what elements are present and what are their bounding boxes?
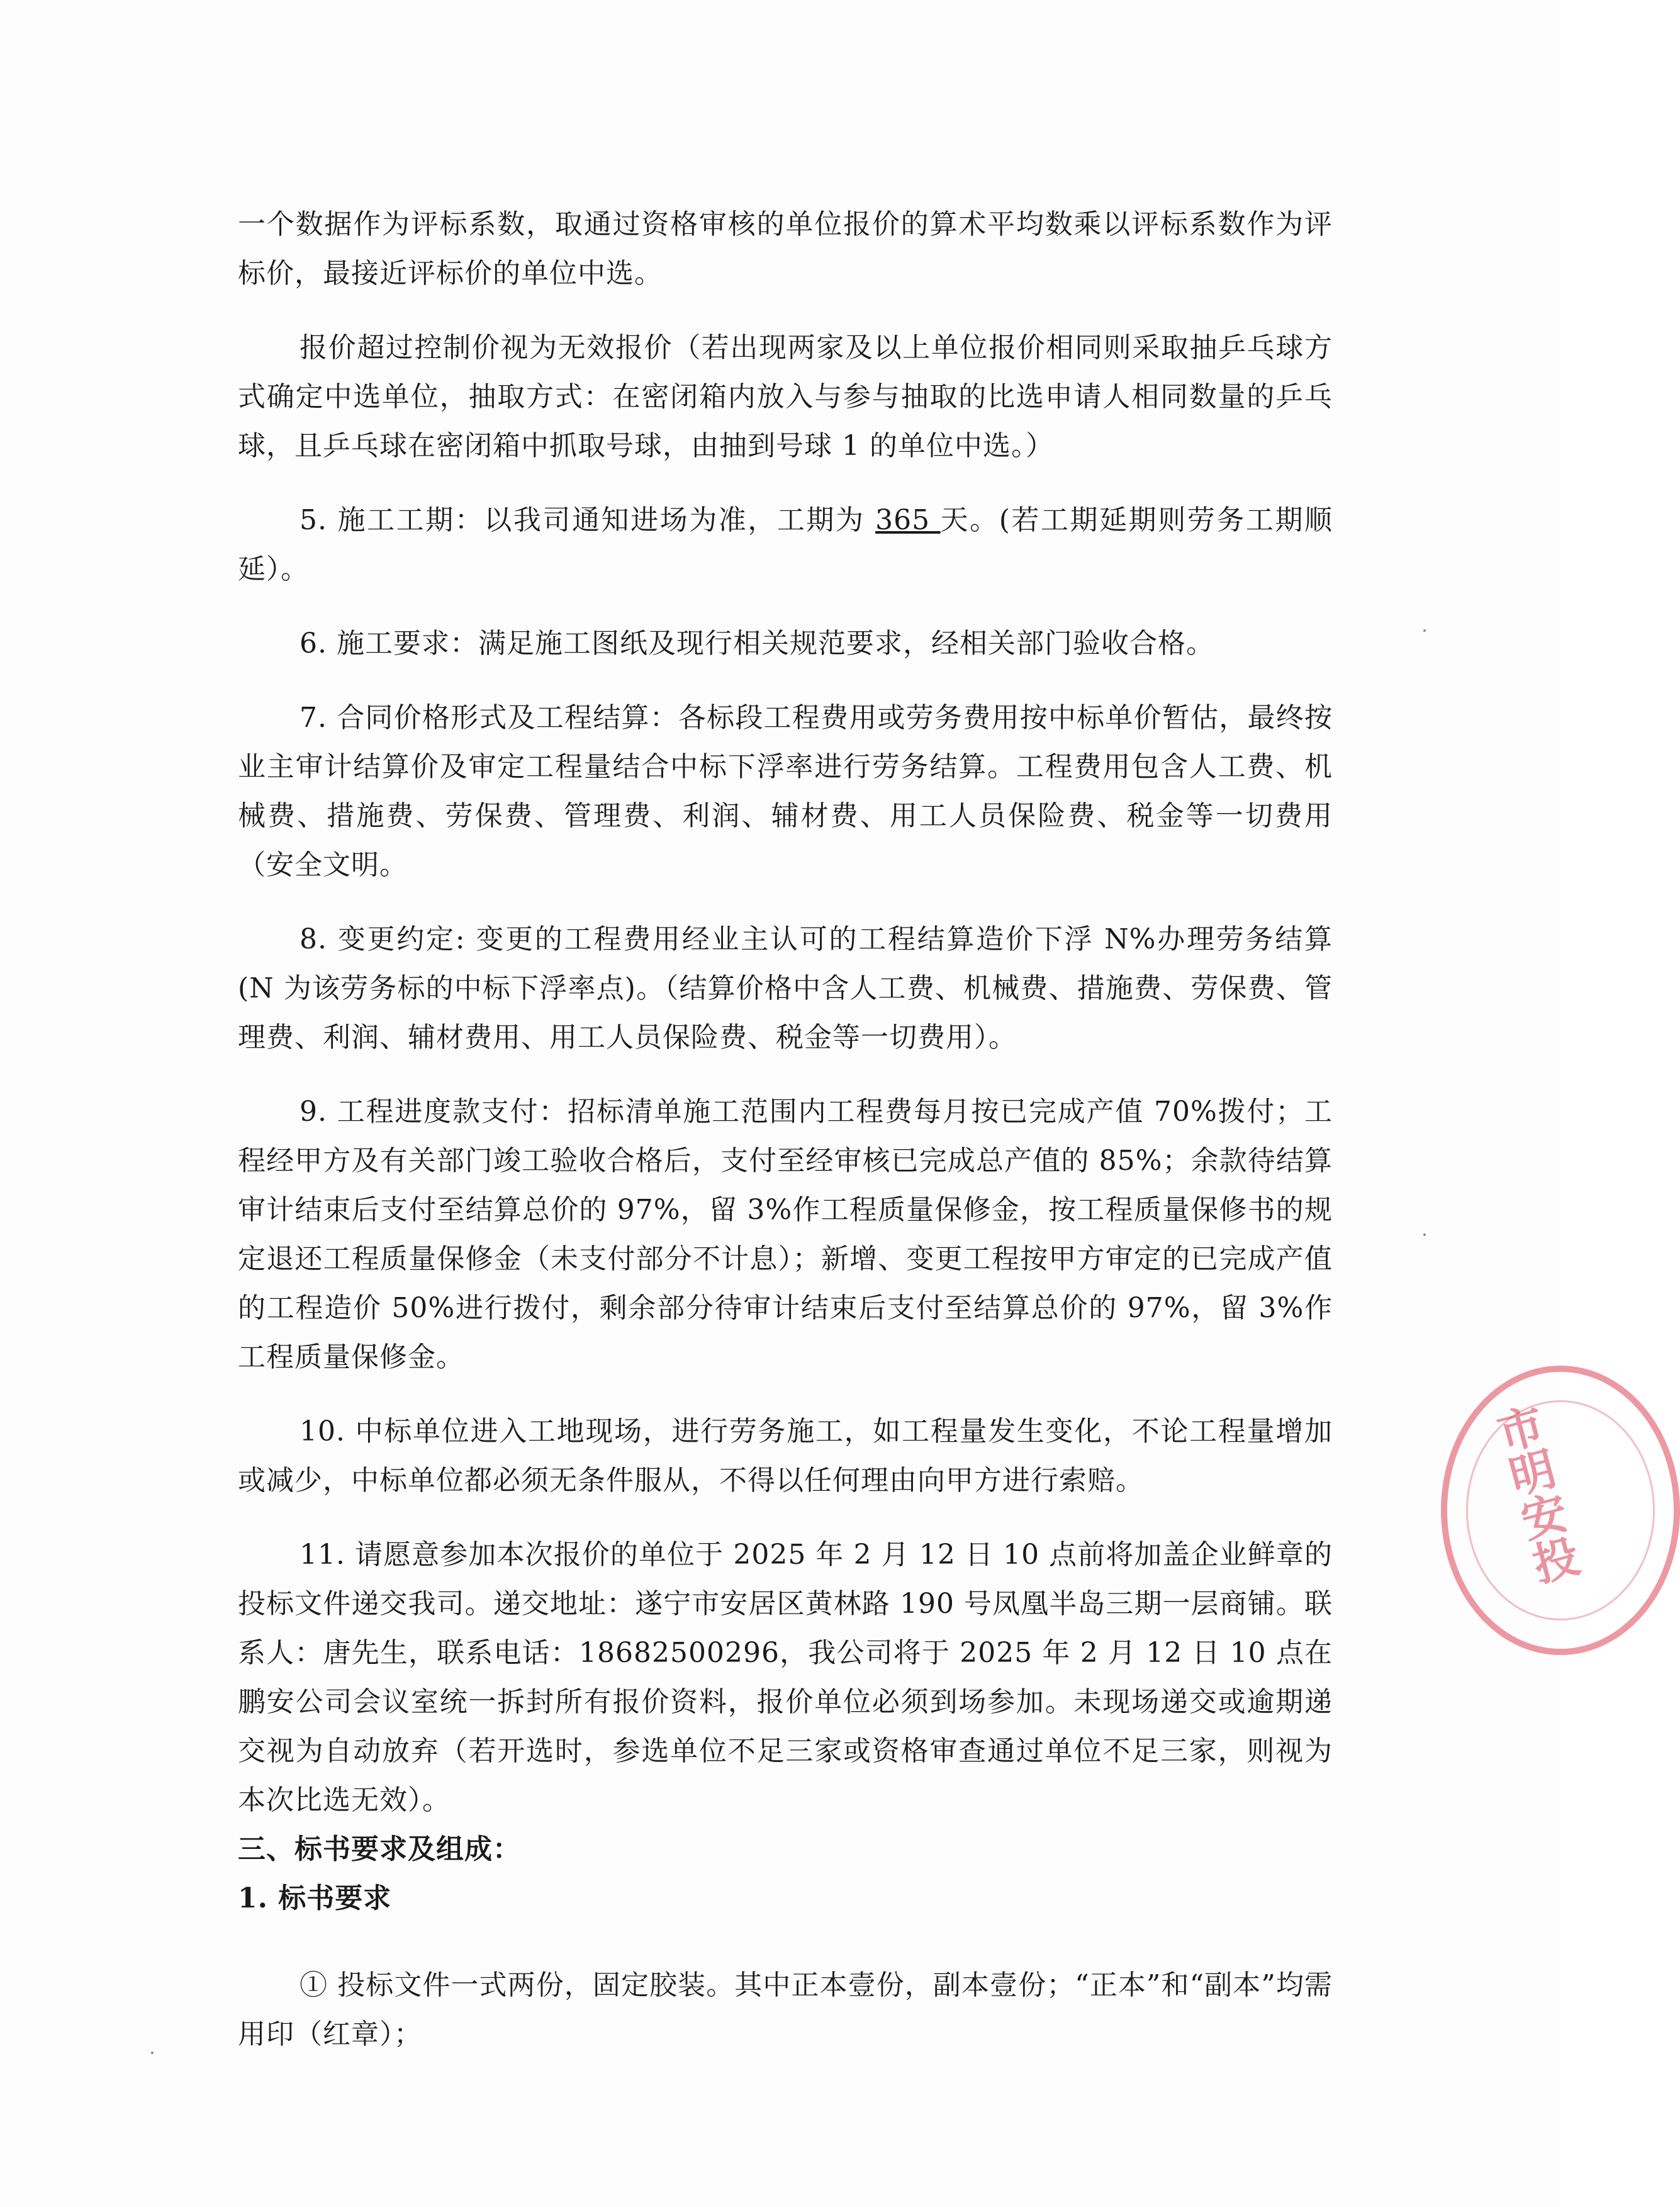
paragraph-site-entry: 10. 中标单位进入工地现场，进行劳务施工，如工程量发生变化，不论工程量增加或减少，中标单位都必须无条件服从，不得以任何理由向甲方进行索赔。 <box>238 1415 1333 1497</box>
paragraph-bid-copies: ① 投标文件一式两份，固定胶装。其中正本壹份，副本壹份；“正本”和“副本”均需用印（红章）； <box>238 1969 1333 2050</box>
paragraph-change-agreement: 8. 变更约定: 变更的工程费用经业主认可的工程结算造价下浮 N%办理劳务结算 (N 为该劳务标的中标下浮率点)。（结算价格中含人工费、机械费、措施费、劳保费、管理费、利润、辅材费用、用工人员保险费、税金等一切费用）。 <box>238 923 1333 1053</box>
red-seal-lettering: 市明安投 <box>1485 1400 1584 1589</box>
scan-speck <box>1423 629 1426 632</box>
scan-speck <box>151 2052 154 2054</box>
paragraph-contract-price: 7. 合同价格形式及工程结算：各标段工程费用或劳务费用按中标单价暂估，最终按业主审计结算价及审定工程量结合中标下浮率进行劳务结算。工程费用包含人工费、机械费、措施费、劳保费、管理费、利润、辅材费、用工人员保险费、税金等一切费用（安全文明。 <box>238 702 1333 881</box>
paragraph-construction-period <box>238 496 1333 594</box>
section-heading-bid-requirements: 三、标书要求及组成： <box>238 1833 521 1865</box>
scan-speck <box>1423 1233 1426 1236</box>
period-text-after: 天。(若工期延期则劳务工期顺延）。 <box>238 504 1333 585</box>
paragraph-submission: 11. 请愿意参加本次报价的单位于 2025 年 2 月 12 日 10 点前将加盖企业鲜章的投标文件递交我司。递交地址：遂宁市安居区黄林路 190 号凤凰半岛三期一层商铺。联系人：唐先生，联系电话：18682500296，我公司将于 2025 年 2 月 12 日 10 点在鹏安公司会议室统一拆封所有报价资料，报价单位必须到场参加。未现场递交或逾期递交视为自动放弃（若开选时，参选单位不足三家或资格审查通过单位不足三家，则视为本次比选无效）。 <box>238 1539 1333 1816</box>
paragraph-evaluation-coefficient: 一个数据作为评标系数，取通过资格审核的单位报价的算术平均数乘以评标系数作为评标价，最接近评标价的单位中选。 <box>238 208 1333 289</box>
document-body <box>238 200 1333 2059</box>
paragraph-progress-payment: 9. 工程进度款支付：招标清单施工范围内工程费每月按已完成产值 70%拨付；工程经甲方及有关部门竣工验收合格后，支付至经审核已完成总产值的 85%；余款待结算审计结束后支付至结算总价的 97%，留 3%作工程质量保修金，按工程质量保修书的规定退还工程质量保修金（未支付部分不计息）；新增、变更工程按甲方审定的已完成产值的工程造价 50%进行拨付，剩余部分待审计结束后支付至结算总价的 97%，留 3%作工程质量保修金。 <box>238 1096 1333 1373</box>
paragraph-invalid-bid: 报价超过控制价视为无效报价（若出现两家及以上单位报价相同则采取抽乒乓球方式确定中选单位，抽取方式：在密闭箱内放入与参与抽取的比选申请人相同数量的乒乓球，且乒乓球在密闭箱中抓取号球，由抽到号球 1 的单位中选。） <box>238 332 1333 462</box>
period-days: 365 <box>875 504 941 536</box>
period-text-before: 5. 施工工期：以我司通知进场为准，工期为 <box>300 504 876 536</box>
paragraph-construction-requirements: 6. 施工要求：满足施工图纸及现行相关规范要求，经相关部门验收合格。 <box>300 627 1214 660</box>
subheading-bid-requirements: 1. 标书要求 <box>238 1882 392 1914</box>
